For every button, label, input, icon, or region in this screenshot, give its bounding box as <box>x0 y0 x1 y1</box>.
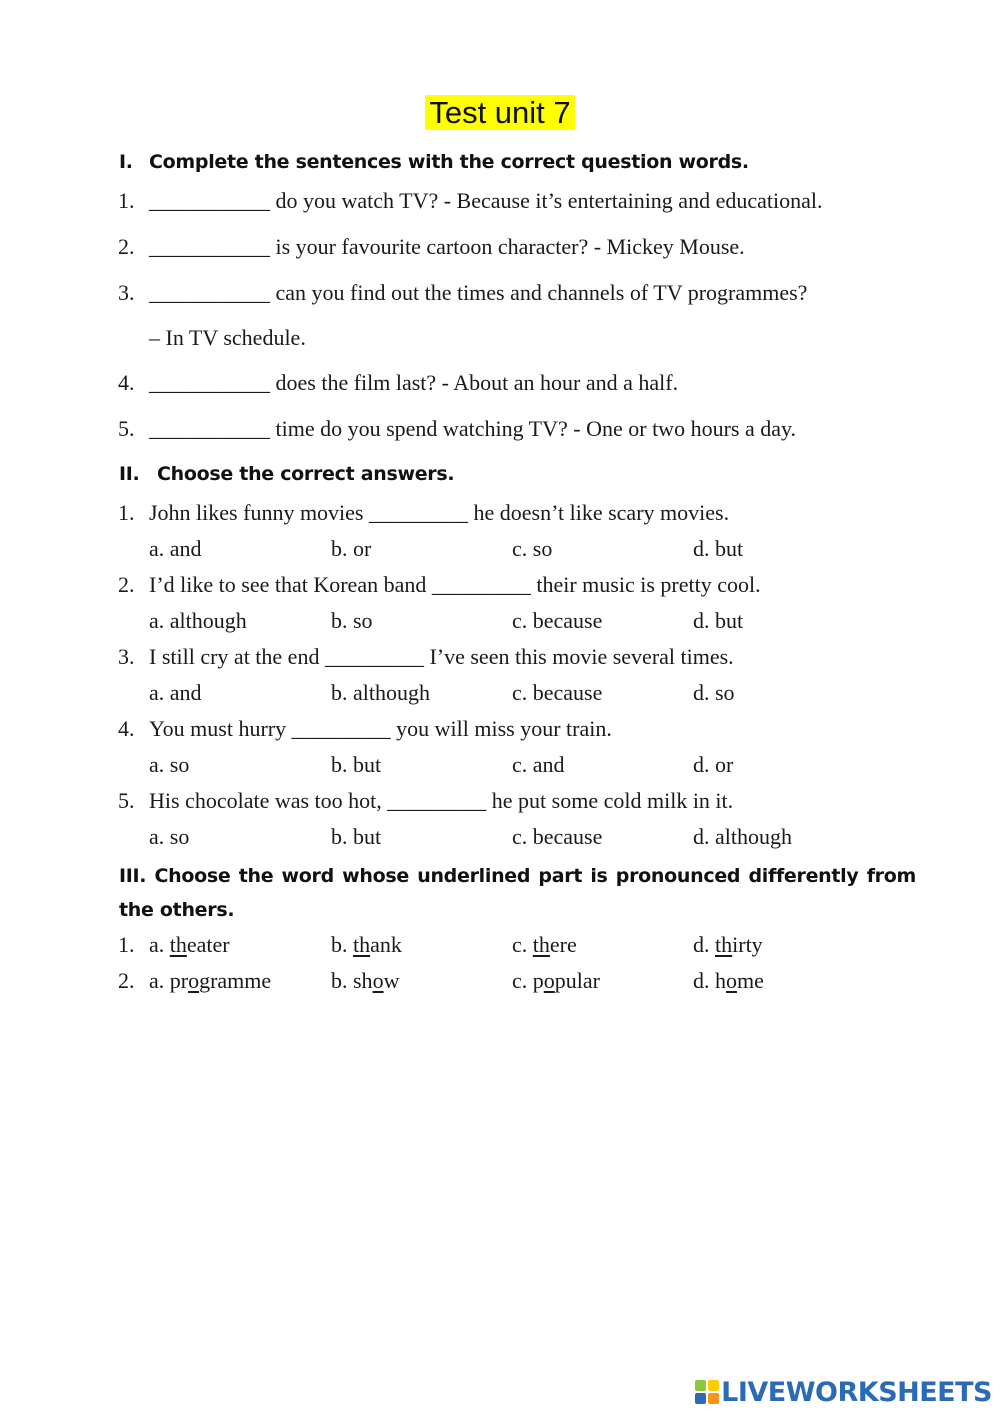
option-b[interactable]: b. although <box>331 680 430 705</box>
question-text: I’d like to see that Korean band _________ their music is pretty cool. <box>149 572 761 597</box>
option-a[interactable]: a. theater <box>149 932 230 957</box>
option-c[interactable]: c. there <box>512 932 577 957</box>
question-number: 1. <box>118 500 135 525</box>
section-title: Choose the correct answers. <box>157 463 455 485</box>
option-c[interactable]: c. because <box>512 680 603 705</box>
question-number: 2. <box>118 968 135 993</box>
question-text: ___________ time do you spend watching TV? - One or two hours a day. <box>149 416 797 441</box>
section-3-heading <box>119 859 916 927</box>
question-text: I still cry at the end _________ I’ve seen this movie several times. <box>149 644 734 669</box>
option-a[interactable]: a. although <box>149 608 247 633</box>
option-a[interactable]: a. so <box>149 752 190 777</box>
question-text: ___________ do you watch TV? - Because it’s entertaining and educational. <box>149 188 823 213</box>
s3-question-1 <box>118 932 149 958</box>
page-title <box>0 95 1000 131</box>
section-number: III. <box>119 865 147 887</box>
s2-question-1 <box>118 500 729 526</box>
option-b[interactable]: b. but <box>331 824 382 849</box>
s1-question-3 <box>118 280 807 306</box>
question-text: His chocolate was too hot, _________ he put some cold milk in it. <box>149 788 734 813</box>
title-text: Test unit 7 <box>425 95 574 130</box>
option-c[interactable]: c. because <box>512 608 603 633</box>
option-b[interactable]: b. show <box>331 968 400 993</box>
question-number: 4. <box>118 370 135 395</box>
option-d[interactable]: d. or <box>693 752 734 777</box>
s1-question-3-continuation <box>149 325 306 351</box>
question-text: ___________ can you find out the times and channels of TV programmes? <box>149 280 808 305</box>
option-d[interactable]: d. although <box>693 824 792 849</box>
s3-question-2 <box>118 968 149 994</box>
question-number: 3. <box>118 644 135 669</box>
question-text: You must hurry _________ you will miss your train. <box>149 716 612 741</box>
question-text: ___________ does the film last? - About an hour and a half. <box>149 370 679 395</box>
section-number: I. <box>119 151 133 173</box>
option-a[interactable]: a. programme <box>149 968 272 993</box>
question-text: John likes funny movies _________ he doesn’t like scary movies. <box>149 500 730 525</box>
liveworksheets-logo <box>695 1377 992 1407</box>
question-text: ___________ is your favourite cartoon character? - Mickey Mouse. <box>149 234 745 259</box>
s1-question-4 <box>118 370 678 396</box>
option-a[interactable]: a. and <box>149 536 202 561</box>
question-number: 1. <box>118 188 135 213</box>
option-a[interactable]: a. and <box>149 680 202 705</box>
option-c[interactable]: c. because <box>512 824 603 849</box>
section-1-heading <box>119 151 916 173</box>
s1-question-5 <box>118 416 796 442</box>
s2-question-2 <box>118 572 761 598</box>
logo-text: LIVEWORKSHEETS <box>721 1376 992 1408</box>
s1-question-2 <box>118 234 745 260</box>
section-number: II. <box>119 463 140 485</box>
question-number: 1. <box>118 932 135 957</box>
question-number: 2. <box>118 234 135 259</box>
option-d[interactable]: d. but <box>693 536 744 561</box>
question-number: 4. <box>118 716 135 741</box>
liveworksheets-logo-icon <box>695 1380 719 1404</box>
option-c[interactable]: c. and <box>512 752 565 777</box>
s1-question-1 <box>118 188 822 214</box>
question-text: – In TV schedule. <box>149 325 306 350</box>
option-d[interactable]: d. so <box>693 680 735 705</box>
option-d[interactable]: d. home <box>693 968 764 993</box>
section-title: Choose the word whose underlined part is pronounced differently from the others. <box>119 865 916 921</box>
option-b[interactable]: b. so <box>331 608 373 633</box>
question-number: 5. <box>118 416 135 441</box>
option-b[interactable]: b. or <box>331 536 372 561</box>
section-title: Complete the sentences with the correct question words. <box>149 151 749 173</box>
option-b[interactable]: b. thank <box>331 932 402 957</box>
option-c[interactable]: c. popular <box>512 968 600 993</box>
option-d[interactable]: d. thirty <box>693 932 763 957</box>
s2-question-4 <box>118 716 612 742</box>
s2-question-5 <box>118 788 733 814</box>
question-number: 2. <box>118 572 135 597</box>
option-c[interactable]: c. so <box>512 536 553 561</box>
question-number: 3. <box>118 280 135 305</box>
option-b[interactable]: b. but <box>331 752 382 777</box>
s2-question-3 <box>118 644 734 670</box>
section-2-heading <box>119 463 916 485</box>
option-d[interactable]: d. but <box>693 608 744 633</box>
question-number: 5. <box>118 788 135 813</box>
option-a[interactable]: a. so <box>149 824 190 849</box>
